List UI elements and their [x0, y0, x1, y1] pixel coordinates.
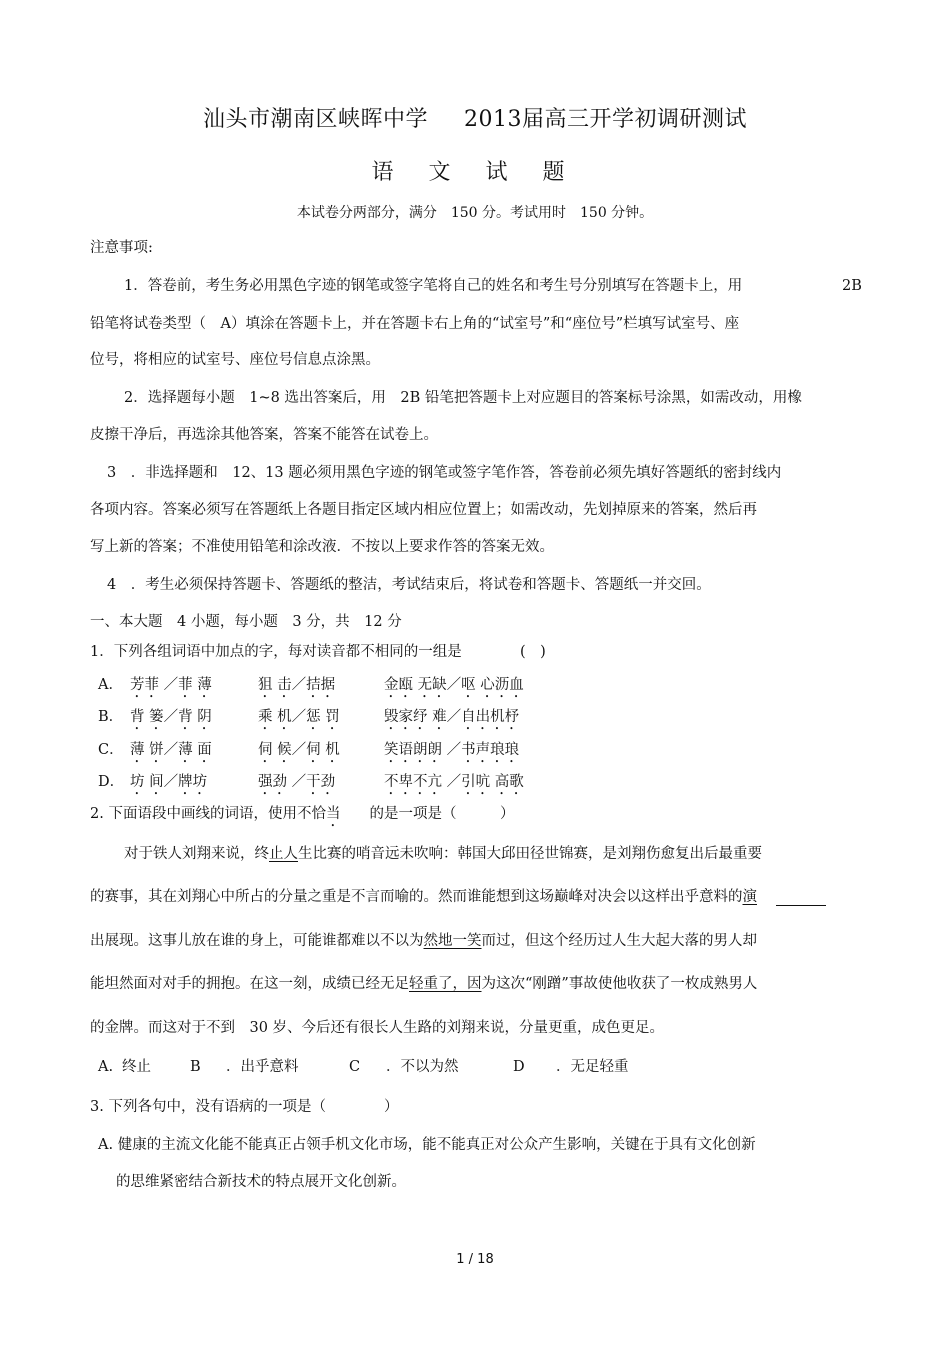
q2-option-d-text: ．无足轻重	[556, 1059, 629, 1075]
q2-passage-line-1	[124, 844, 762, 864]
q1-option-a-label: A．	[98, 677, 123, 693]
q1-option-c-col3: 笑语朗朗 ／书声琅琅	[384, 742, 520, 758]
q1-option-b-col3: 毁家纾 难／自出机杼	[384, 709, 520, 725]
q2-option-c-text: ．不以为然	[386, 1059, 459, 1075]
q2-stem-text-a: 2. 下面语段中画线的词语，使用不恰	[90, 806, 326, 822]
q1-option-d-col1: 坊 间／牌坊	[130, 774, 208, 790]
q2-p3-underlined: 然地一笑	[423, 933, 482, 949]
notice-item-1-line-3: 位号，将相应的试室号、座位号信息点涂黑。	[90, 352, 380, 368]
q2-p1-a: 对于铁人刘翔来说，终	[124, 846, 269, 862]
q2-option-a-label: A.	[98, 1059, 114, 1075]
q2-stem-text-b: 的是一项是（ ）	[369, 806, 515, 822]
q2-p1-b: 生比赛的哨音远未吹响：韩国大邱田径世锦赛，是刘翔伤愈复出后最重要	[298, 846, 762, 862]
question-2-stem	[90, 804, 514, 830]
q2-option-a-text: 终止	[122, 1059, 151, 1075]
notice-heading: 注意事项:	[90, 240, 153, 256]
q3-option-a-line-1: A. 健康的主流文化能不能真正占领手机文化市场，能不能真正对公众产生影响，关键在于具有文化创新	[98, 1137, 756, 1153]
q2-option-b-text: ．出乎意料	[226, 1059, 299, 1075]
q2-passage-line-4	[90, 974, 757, 994]
q2-p4-a: 能坦然面对对手的拥抱。在这一刻，成绩已经无足	[90, 976, 409, 992]
q1-option-b-label: B．	[98, 709, 124, 725]
q1-option-d-col2: 强劲 ／干劲	[258, 774, 336, 790]
school-name: 汕头市潮南区峡晖中学	[202, 107, 428, 132]
section-1-heading: 一、本大题 4 小题，每小题 3 分，共 12 分	[90, 614, 402, 630]
notice-item-3-line-3: 写上新的答案；不准使用铅笔和涂改液．不按以上要求作答的答案无效。	[90, 539, 554, 555]
q1-option-b-col1: 背 篓／背 阴	[130, 709, 212, 725]
exam-title	[0, 102, 950, 133]
q3-option-a-line-2: 的思维紧密结合新技术的特点展开文化创新。	[116, 1174, 406, 1190]
q1-option-d-label: D．	[98, 774, 125, 790]
q2-passage-line-2	[90, 887, 757, 907]
q2-passage-line-3	[90, 931, 757, 951]
q1-option-d-col3: 不卑不亢 ／引吭 高歌	[384, 774, 524, 790]
q2-p4-b: 为这次“刚蹭”事故使他收获了一枚成熟男人	[481, 976, 758, 992]
notice-item-1-pencil: 2B	[842, 278, 862, 294]
q1-option-c-col2: 伺 候／伺 机	[258, 742, 340, 758]
q1-option-b-col2: 乘 机／惩 罚	[258, 709, 340, 725]
q2-p2-a: 的赛事，其在刘翔心中所占的分量之重是不言而喻的。然而谁能想到这场巅峰对决会以这样出乎意料的	[90, 889, 743, 905]
q2-passage-line-5: 的金牌。而这对于不到 30 岁、今后还有很长人生路的刘翔来说，分量更重，成色更足。	[90, 1020, 665, 1036]
q2-p3-a: 出展现。这事儿放在谁的身上，可能谁都难以不以为	[90, 933, 424, 949]
q1-option-c-col1: 薄 饼／薄 面	[130, 742, 212, 758]
notice-item-3-line-2: 各项内容。答案必须写在答题纸上各题目指定区域内相应位置上；如需改动，先划掉原来的答案，然后再	[90, 502, 757, 518]
q2-option-c-label: C	[349, 1059, 361, 1075]
notice-item-1-line-1: 1．答卷前，考生务必用黑色字迹的钢笔或签字笔将自己的姓名和考生号分别填写在答题卡上，用	[124, 278, 743, 294]
exam-info: 本试卷分两部分，满分 150 分。考试用时 150 分钟。	[296, 205, 654, 221]
notice-item-1-line-2: 铅笔将试卷类型（ A）填涂在答题卡上，并在答题卡右上角的“试室号”和“座位号”栏填写试室号、座	[90, 316, 740, 332]
q2-underline-extension	[776, 905, 826, 906]
q2-p1-underlined: 止人	[269, 846, 298, 862]
notice-item-2-line-2: 皮擦干净后，再选涂其他答案，答案不能答在试卷上。	[90, 427, 438, 443]
q2-p3-b: 而过，但这个经历过人生大起大落的男人却	[481, 933, 757, 949]
notice-item-4-line-1: 4 ．考生必须保持答题卡、答题纸的整洁，考试结束后，将试卷和答题卡、答题纸一并交回。	[107, 577, 711, 593]
q1-option-a-col2: 狙 击／拮据	[258, 677, 336, 693]
q2-option-b-label: B	[190, 1059, 201, 1075]
page-number: 1 / 18	[456, 1252, 494, 1267]
question-3-stem: 3. 下列各句中，没有语病的一项是（ ）	[90, 1099, 399, 1115]
notice-item-2-line-1: 2．选择题每小题 1~8 选出答案后，用 2B 铅笔把答题卡上对应题目的答案标号涂黑，如需改动，用橡	[124, 390, 802, 406]
question-1-answer-paren: ( )	[520, 644, 546, 660]
q2-stem-dotted: 当	[325, 806, 341, 822]
q1-option-a-col1: 芳菲 ／菲 薄	[130, 677, 212, 693]
q1-option-c-label: C．	[98, 742, 124, 758]
subject-title: 语 文 试 题	[371, 160, 579, 185]
exam-name: 2013届高三开学初调研测试	[464, 107, 747, 132]
q2-option-d-label: D	[513, 1059, 525, 1075]
q1-option-a-col3: 金瓯 无缺／呕 心沥血	[384, 677, 524, 693]
notice-item-3-line-1: 3 ．非选择题和 12、13 题必须用黑色字迹的钢笔或签字笔作答，答卷前必须先填好答题纸的密封线内	[107, 465, 782, 481]
q2-p2-underlined: 演	[742, 889, 757, 905]
question-1-stem: 1．下列各组词语中加点的字，每对读音都不相同的一组是	[90, 644, 462, 660]
q2-p4-underlined: 轻重了，因	[409, 976, 482, 992]
